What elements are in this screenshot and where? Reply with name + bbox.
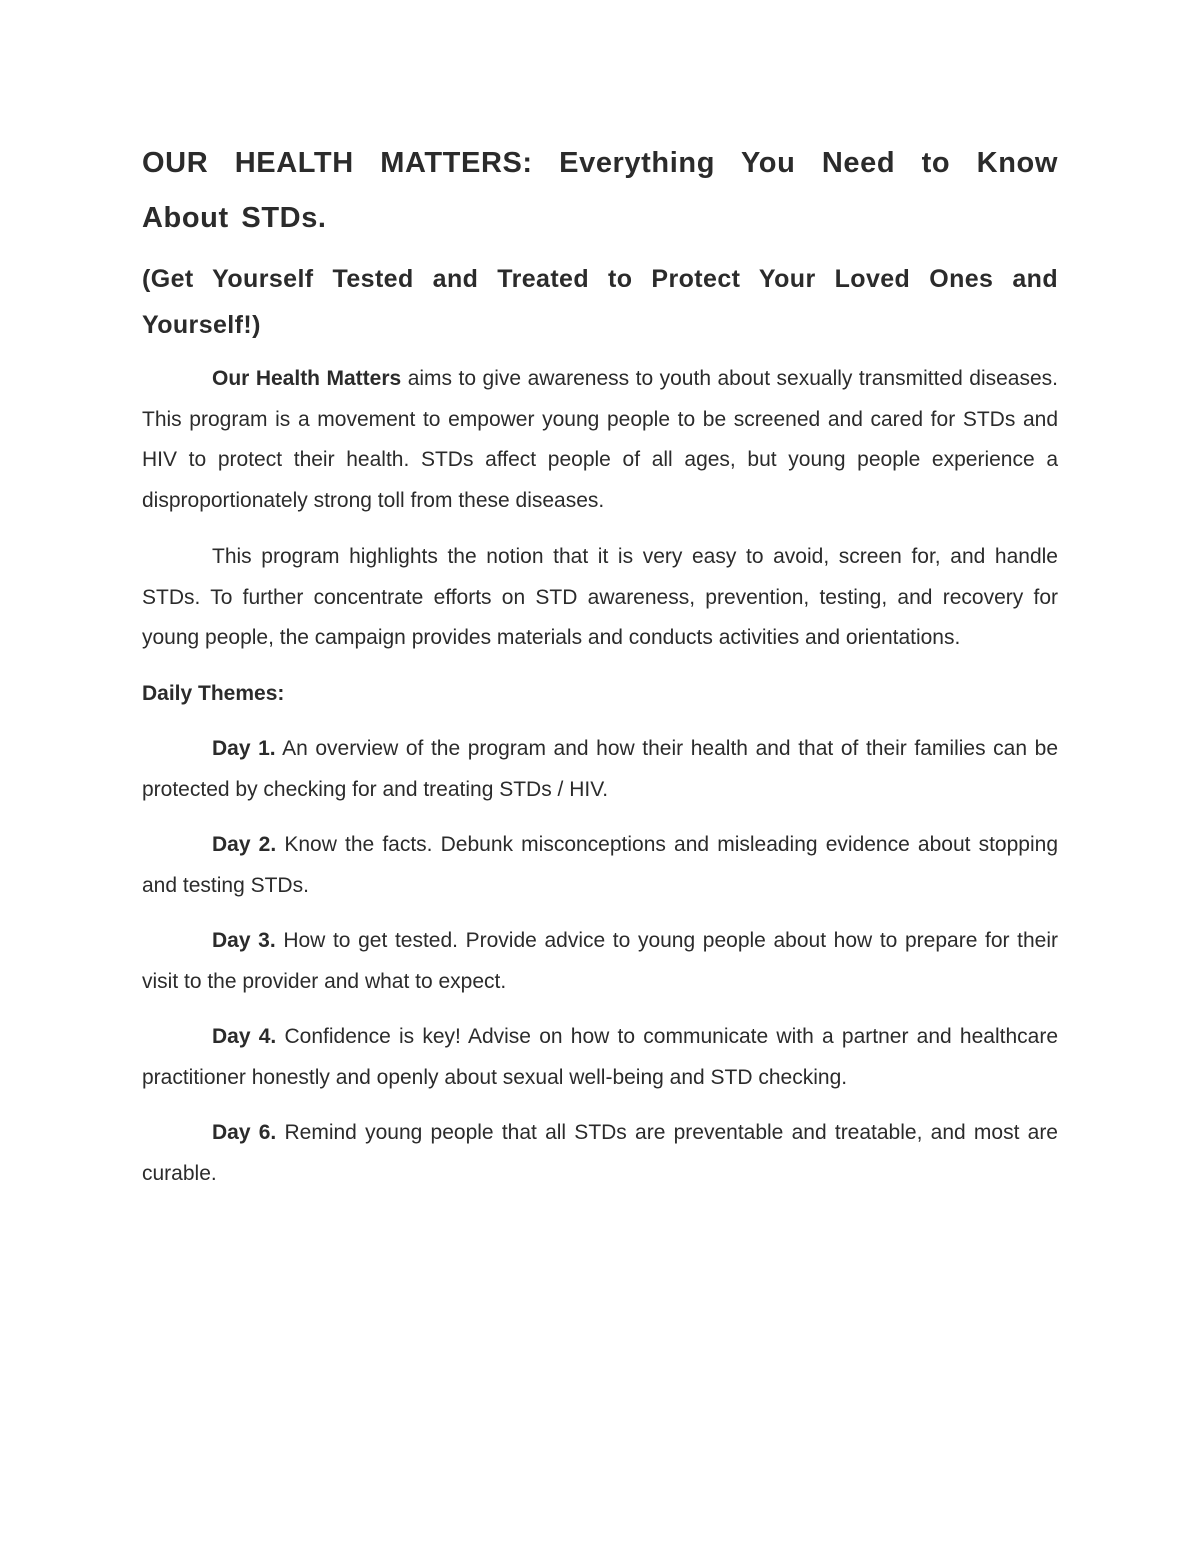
day-4-item (142, 1017, 1058, 1098)
day-2-text: Know the facts. Debunk misconceptions and misleading evidence about stopping and testing STDs. (142, 833, 1058, 897)
document-subtitle: (Get Yourself Tested and Treated to Protect Your Loved Ones and Yourself!) (142, 265, 1058, 339)
document-title: OUR HEALTH MATTERS: Everything You Need to Know About STDs. (142, 147, 1058, 234)
intro-bold-lead: Our Health Matters (212, 367, 402, 390)
day-4-text: Confidence is key! Advise on how to communicate with a partner and healthcare practitioner honestly and openly about sexual well-being and STD checking. (142, 1025, 1059, 1089)
program-paragraph: This program highlights the notion that it is very easy to avoid, screen for, and handle STDs. To further concentrate efforts on STD awareness, prevention, testing, and recovery for young people, the campaign provides materials and conducts activities and orientations. (142, 545, 1058, 649)
intro-paragraph (142, 359, 1058, 521)
day-4-label: Day 4. (212, 1025, 277, 1048)
day-1-label: Day 1. (212, 737, 276, 760)
intro-text: aims to give awareness to youth about sexually transmitted diseases. This program is a movement to empower young people to be screened and cared for STDs and HIV to protect their health. STDs affect people of all ages, but young people experience a disproportionately strong toll from these diseases. (142, 367, 1059, 512)
day-6-text: Remind young people that all STDs are preventable and treatable, and most are curable. (142, 1121, 1058, 1185)
day-3-text: How to get tested. Provide advice to young people about how to prepare for their visit to the provider and what to expect. (142, 929, 1059, 993)
day-1-text: An overview of the program and how their health and that of their families can be protected by checking for and treating STDs / HIV. (142, 737, 1058, 801)
day-2-item (142, 825, 1058, 906)
day-6-label: Day 6. (212, 1121, 277, 1144)
day-6-item (142, 1113, 1058, 1194)
day-1-item (142, 729, 1058, 810)
day-3-item (142, 921, 1058, 1002)
day-2-label: Day 2. (212, 833, 277, 856)
day-3-label: Day 3. (212, 929, 276, 952)
daily-themes-heading: Daily Themes: (142, 681, 285, 705)
document-page (142, 136, 1058, 1194)
